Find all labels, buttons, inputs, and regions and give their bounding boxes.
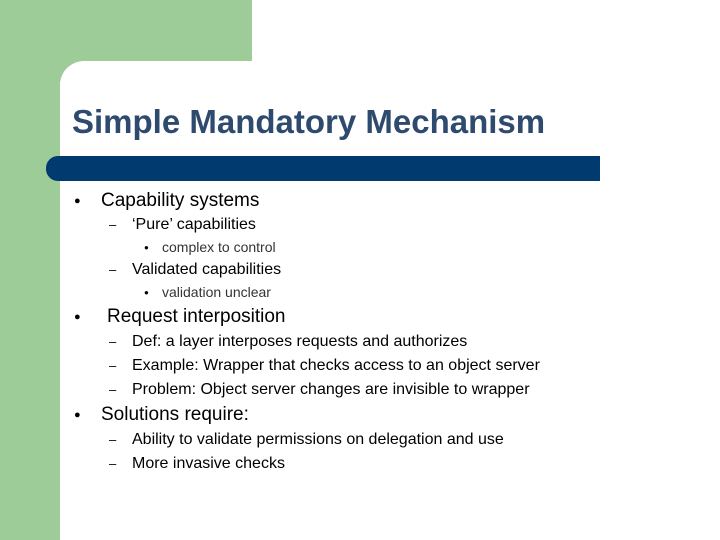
slide-title: Simple Mandatory Mechanism xyxy=(72,103,546,140)
bullet-item: Request interposition xyxy=(107,306,286,327)
bullet-item: Solutions require: xyxy=(101,404,249,425)
decorative-green-sidebar xyxy=(0,0,60,540)
bullet-level2: – xyxy=(109,358,117,373)
bullet-item: validation unclear xyxy=(162,284,271,300)
bullet-item: Validated capabilities xyxy=(132,261,282,278)
bullet-level2: – xyxy=(109,217,117,232)
bullet-item: Ability to validate permissions on delegation and use xyxy=(132,431,504,448)
bullet-level2: – xyxy=(109,262,117,277)
bullet-level2: – xyxy=(109,456,117,471)
bullet-item: ‘Pure’ capabilities xyxy=(132,216,256,233)
bullet-item: Example: Wrapper that checks access to an object server xyxy=(132,357,540,374)
bullet-level3: ● xyxy=(144,288,149,297)
bullet-level1: ● xyxy=(74,311,81,323)
bullet-level1: ● xyxy=(74,195,81,207)
bullet-item: Problem: Object server changes are invisible to wrapper xyxy=(132,381,530,398)
bullet-item: Def: a layer interposes requests and authorizes xyxy=(132,333,468,350)
title-underline-bar xyxy=(46,156,600,181)
bullet-level2: – xyxy=(109,334,117,349)
bullet-level2: – xyxy=(109,382,117,397)
bullet-item: complex to control xyxy=(162,239,276,255)
bullet-level1: ● xyxy=(74,409,81,421)
bullet-item: More invasive checks xyxy=(132,455,285,472)
bullet-level3: ● xyxy=(144,243,149,252)
bullet-item: Capability systems xyxy=(101,190,260,211)
bullet-level2: – xyxy=(109,432,117,447)
